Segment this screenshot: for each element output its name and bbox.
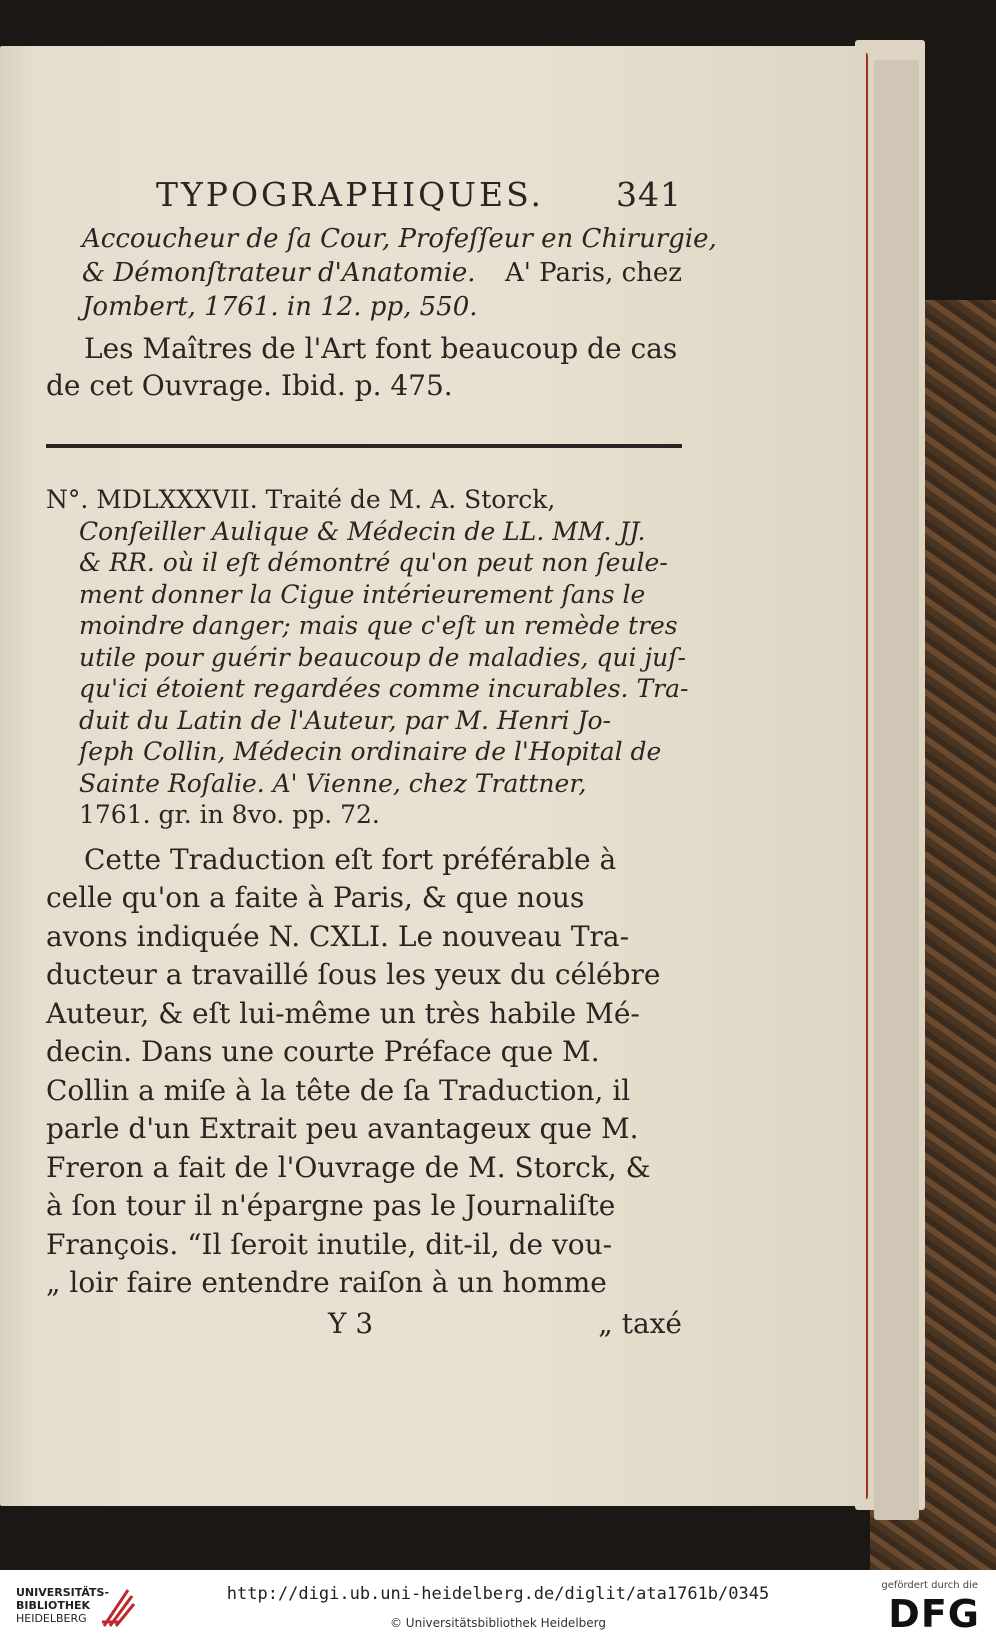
running-head <box>46 170 682 214</box>
continued-entry <box>46 222 717 324</box>
funding-note: gefördert durch die <box>881 1580 978 1591</box>
text-line: Les Maîtres de l'Art font beaucoup de cas <box>84 332 678 365</box>
text-line: „ loir faire entendre raiſon à un homme <box>46 1266 607 1299</box>
text-line: ducteur a travaillé ſous les yeux du célébre <box>46 958 661 991</box>
text-line: duit du Latin de l'Auteur, par M. Henri Jo- <box>79 705 611 735</box>
dfg-logo[interactable]: DFG <box>888 1592 980 1636</box>
text-line: Auteur, & eſt lui-même un très habile Mé- <box>46 996 640 1030</box>
permalink-url[interactable]: http://digi.ub.uni-heidelberg.de/diglit/ata1761b/0345 <box>226 1584 770 1604</box>
text-line: Jombert, 1761. in 12. pp, 550. <box>82 292 478 322</box>
review-paragraph <box>46 841 682 1303</box>
text-line: Sainte Roſalie. A' Vienne, chez Trattner, <box>79 768 587 798</box>
review-paragraph <box>46 330 682 404</box>
text-line: moindre danger; mais que c'eſt un remède tres <box>79 611 678 640</box>
copyright-notice: © Universitätsbibliothek Heidelberg <box>389 1616 606 1630</box>
page-number: 341 <box>616 175 682 214</box>
page-text <box>46 170 717 1340</box>
text-line: & Démonſtrateur d'Anatomie. A' Paris, chez <box>82 258 682 288</box>
signature-mark: Y 3 <box>328 1306 374 1340</box>
text-line: qu'ici étoient regardées comme incurables. Tra- <box>79 674 689 703</box>
viewer-footer <box>0 1570 996 1643</box>
text-line: Collin a miſe à la tête de ſa Traduction, il <box>46 1073 631 1107</box>
library-logo[interactable]: UNIVERSITÄTS- BIBLIOTHEK HEIDELBERG <box>16 1586 110 1625</box>
bibliographic-entry <box>46 484 689 831</box>
text-line: & RR. où il eſt démontré qu'on peut non ſeule- <box>79 548 668 577</box>
text-line: avons indiquée N. CXLI. Le nouveau Tra- <box>46 919 630 953</box>
catchword: „ taxé <box>598 1306 682 1340</box>
text-line: Freron a fait de l'Ouvrage de M. Storck, & <box>46 1150 651 1184</box>
text-line: N°. MDLXXXVII. Traité de M. A. Storck, <box>46 485 556 514</box>
text-line: Cette Traduction eſt fort préférable à <box>84 842 617 876</box>
text-line: Accoucheur de ſa Cour, Profeſſeur en Chirurgie, <box>82 224 717 254</box>
text-line: à ſon tour il n'épargne pas le Journaliſte <box>46 1189 616 1222</box>
text-line: 1761. gr. in 8vo. pp. 72. <box>79 800 380 829</box>
text-line: François. “Il ſeroit inutile, dit-il, de vou- <box>46 1227 613 1261</box>
text-line: Conſeiller Aulique & Médecin de LL. MM. JJ. <box>79 516 646 546</box>
text-line: decin. Dans une courte Préface que M. <box>46 1035 600 1068</box>
text-line: de cet Ouvrage. Ibid. p. 475. <box>46 369 453 402</box>
text-line: parle d'un Extrait peu avantageux que M. <box>46 1112 639 1145</box>
page-foot <box>46 1307 682 1340</box>
running-title: TYPOGRAPHIQUES. <box>156 175 544 214</box>
back-leaves-shadow <box>874 60 919 1520</box>
text-line: celle qu'on a faite à Paris, & que nous <box>46 881 585 914</box>
section-rule <box>46 444 682 448</box>
text-line: ment donner la Cigue intérieurement ſans le <box>79 579 646 609</box>
text-line: ſeph Collin, Médecin ordinaire de l'Hopital de <box>79 737 662 766</box>
text-line: utile pour guérir beaucoup de maladies, qui juſ- <box>79 642 686 672</box>
